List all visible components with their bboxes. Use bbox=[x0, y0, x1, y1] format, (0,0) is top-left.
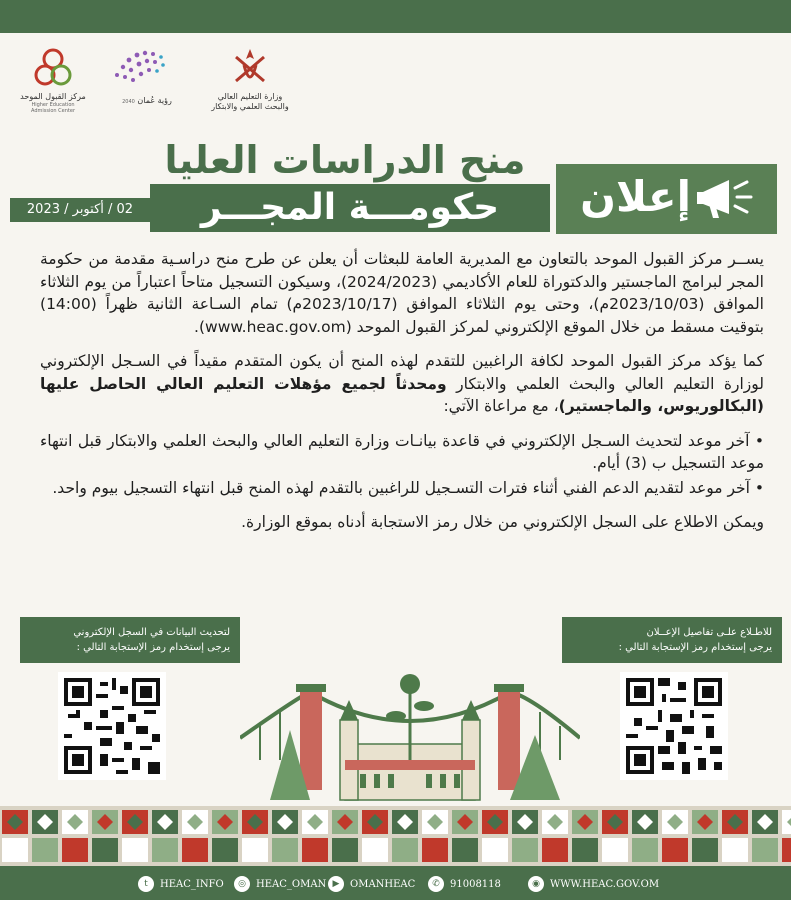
ministry-line2: والبحث العلمي والابتكار bbox=[211, 101, 289, 111]
paragraph-intro: يســر مركز القبول الموحد بالتعاون مع المديرية العامة للبعثات أن يعلن عن طرح منح دراسـية مقدمة من حكومة المجر لبرامج الماجستير والدكتوراة للعام الأكاديمي (2024/2023)، وسيكون التسجيل متاحاً اعتباراً من يوم الثلاثاء الموافق (2023/10/03م)، وحتى يوم الثلاثاء الموافق (2023/10/17م) تمام السـاعة الثانية ظهراً (14:00) بتوقيت مسقط من خلال الموقع الإلكتروني لمركز القبول الموحد (www.heac.gov.om). bbox=[40, 250, 764, 336]
announcement-badge bbox=[556, 164, 777, 234]
footer-youtube[interactable]: ▶ OMANHEAC bbox=[328, 876, 415, 892]
qr-code-icon bbox=[626, 678, 722, 774]
globe-icon: ◉ bbox=[528, 876, 544, 892]
ministry-line1: وزارة التعليم العالي bbox=[217, 92, 283, 101]
vision-logo-icon bbox=[107, 45, 187, 93]
footer-whatsapp[interactable]: ✆ 91008118 bbox=[428, 876, 501, 892]
bridge-illustration bbox=[240, 660, 580, 810]
vision-logo bbox=[92, 45, 202, 106]
decorative-pattern bbox=[0, 806, 791, 866]
logos-row bbox=[0, 45, 791, 120]
heac-logo bbox=[18, 45, 88, 114]
announcement-label: إعلان bbox=[580, 172, 691, 221]
heac-logo-name: مركز القبول الموحد bbox=[20, 92, 86, 101]
qr-code-update-record[interactable] bbox=[58, 672, 166, 780]
heac-logo-icon bbox=[31, 45, 75, 89]
qr-code-icon bbox=[64, 678, 160, 774]
heac-logo-sub: Higher Education Admission Center bbox=[30, 101, 75, 114]
footer-twitter[interactable]: t HEAC_INFO bbox=[138, 876, 224, 892]
qr-code-announcement-details[interactable] bbox=[620, 672, 728, 780]
paragraph-qr-note: ويمكن الاطلاع على السجل الإلكتروني من خلال رمز الاستجابة أدناه بموقع الوزارة. bbox=[241, 513, 764, 531]
top-band bbox=[0, 0, 791, 33]
ministry-logo bbox=[205, 45, 295, 111]
page-title: منح الدراسات العليا bbox=[164, 138, 526, 182]
footer-website[interactable]: ◉ WWW.HEAC.GOV.OM bbox=[528, 876, 659, 892]
bullet-technical-support: • آخر موعد لتقديم الدعم الفني أثناء فترات التسـجيل للراغبين بالتقدم لهذه المنح قبل انتهاء التسجيل بيوم واحد. bbox=[52, 478, 764, 497]
date-badge: 02 / أكتوبر / 2023 bbox=[10, 198, 150, 222]
oman-emblem-icon bbox=[230, 45, 270, 89]
bullet-update-record: • آخر موعد لتحديث السـجل الإلكتروني في قاعدة بيانـات وزارة التعليم العالي والبحث العلمي والابتكار قبل انتهاء موعد التسجيل ب (3) أيام. bbox=[40, 431, 764, 472]
qr-label-update-record: لتحديث البيانات في السجل الإلكتروني يرجى إستخدام رمز الإستجابة التالي : bbox=[20, 617, 240, 663]
qr-label-announcement-details: للاطـلاع علـى تفاصيل الإعــلان يرجى إستخدام رمز الإستجابة التالي : bbox=[562, 617, 782, 663]
youtube-icon: ▶ bbox=[328, 876, 344, 892]
footer-instagram[interactable]: ◎ HEAC_OMAN bbox=[234, 876, 326, 892]
whatsapp-icon: ✆ bbox=[428, 876, 444, 892]
instagram-icon: ◎ bbox=[234, 876, 250, 892]
vision-logo-name: رؤية عُمان 2040 bbox=[122, 96, 172, 105]
announcement-body bbox=[40, 248, 764, 546]
twitter-icon: t bbox=[138, 876, 154, 892]
paragraph-requirements: كما يؤكد مركز القبول الموحد لكافة الراغبين للتقدم لهذه المنح أن يكون المتقدم مقيداً في السـجل الإلكتروني لوزارة التعليم العالي والبحث العلمي والابتكار ومحدثاً لجميع مؤهلات التعليم العالي الحاصل عليها (البكالوريوس، والماجستير)، مع مراعاة الآتي: bbox=[40, 352, 764, 415]
megaphone-icon bbox=[695, 174, 763, 224]
page-subtitle: حكومـــة المجـــر bbox=[150, 184, 550, 232]
footer-contacts bbox=[0, 866, 791, 900]
